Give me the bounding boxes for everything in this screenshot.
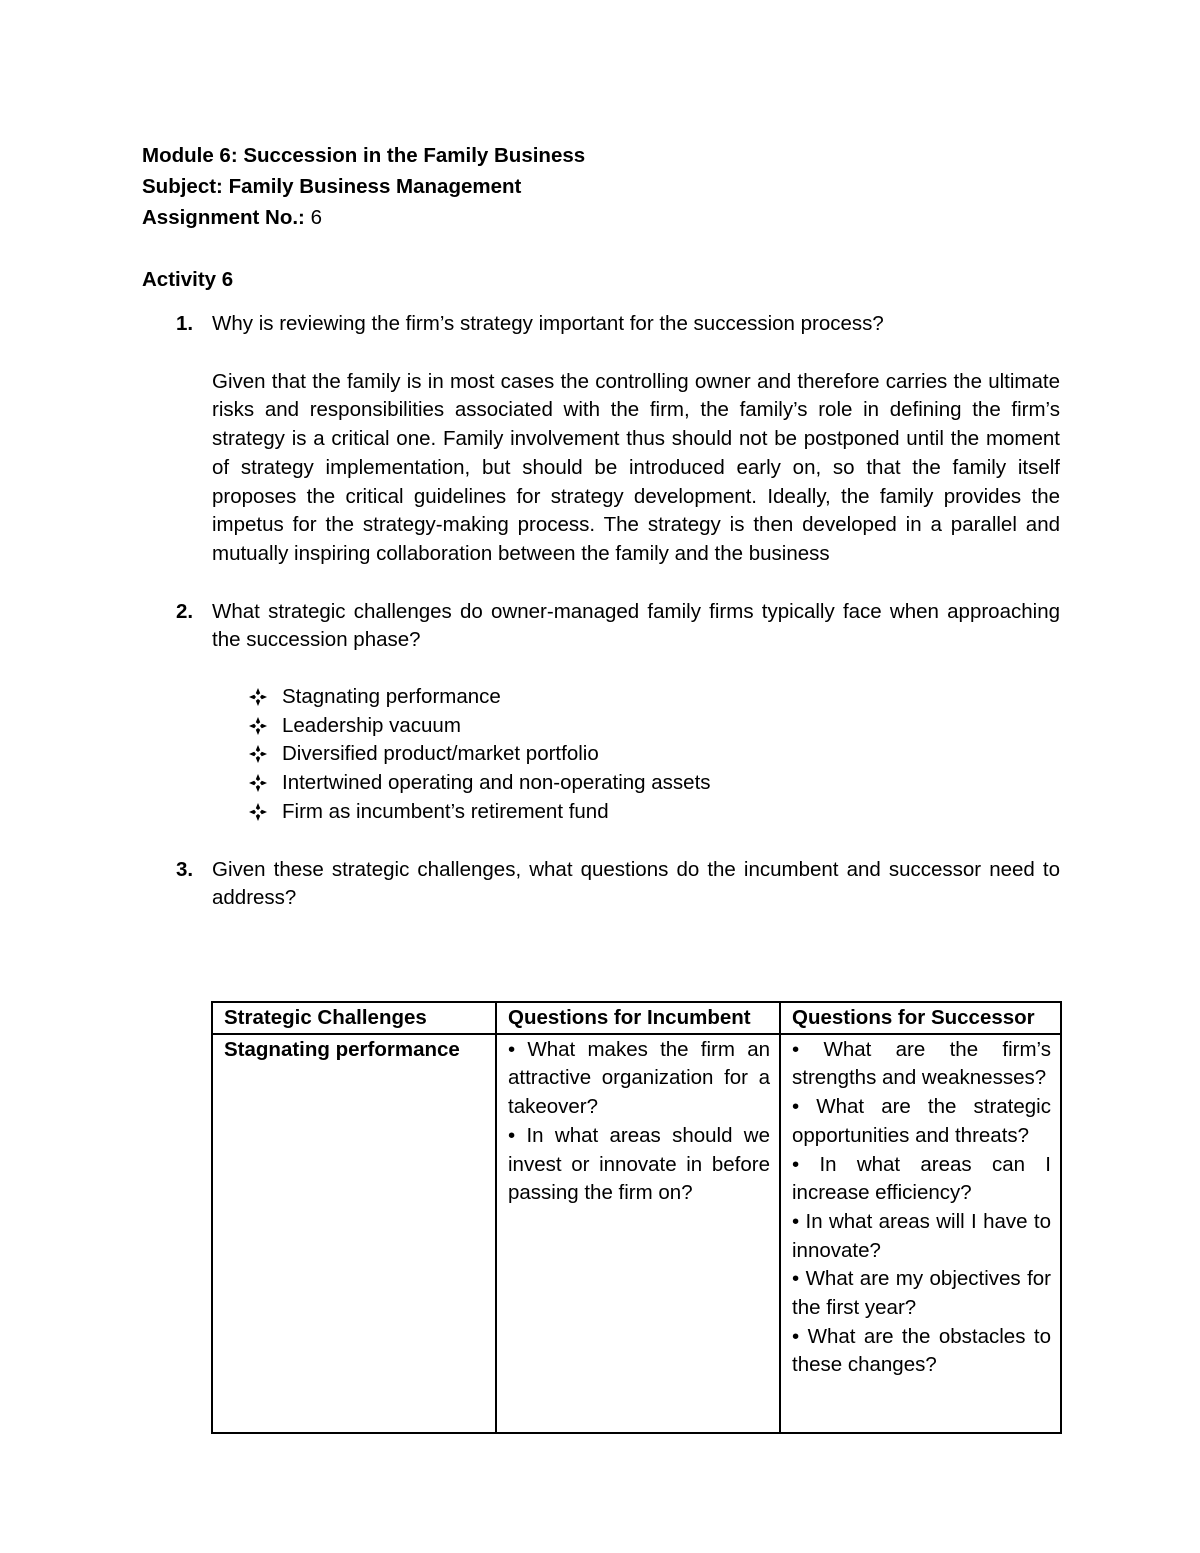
question-1 xyxy=(142,310,1060,339)
successor-question: • What are the obstacles to these changes? xyxy=(792,1324,1051,1377)
incumbent-question: • What makes the firm an attractive organization for a takeover? xyxy=(508,1037,770,1119)
question-2 xyxy=(142,598,1060,655)
successor-question: • What are the firm’s strengths and weaknesses? xyxy=(792,1037,1051,1090)
list-item-text: Intertwined operating and non-operating assets xyxy=(282,771,711,795)
incumbent-question: • In what areas should we invest or innovate in before passing the firm on? xyxy=(508,1123,770,1205)
question-2-number: 2. xyxy=(176,599,194,623)
four-diamond-bullet-icon xyxy=(246,683,270,711)
module-title: Module 6: Succession in the Family Business xyxy=(142,144,586,167)
four-diamond-bullet-icon xyxy=(246,712,270,740)
successor-questions-cell xyxy=(780,1034,1061,1433)
question-3-number: 3. xyxy=(176,857,194,881)
assignment-value: 6 xyxy=(310,206,322,229)
successor-question: • What are my objectives for the first year? xyxy=(792,1267,1051,1320)
four-diamond-bullet-icon xyxy=(246,740,270,768)
question-3 xyxy=(142,856,1060,913)
assignment-label: Assignment No.: xyxy=(142,206,305,229)
table-row xyxy=(212,1034,1061,1433)
table-header-row xyxy=(212,1002,1061,1034)
question-2-text: What strategic challenges do owner-managed family firms typically face when approaching the succession phase? xyxy=(212,599,1060,652)
successor-question: • In what areas will I have to innovate? xyxy=(792,1209,1051,1262)
list-item xyxy=(246,798,1060,827)
four-diamond-bullet-icon xyxy=(246,769,270,797)
document-page xyxy=(142,140,1060,913)
challenges-list xyxy=(142,683,1060,827)
activity-title: Activity 6 xyxy=(142,268,234,291)
challenges-table xyxy=(211,1001,1062,1434)
incumbent-questions-cell xyxy=(496,1034,780,1433)
list-item xyxy=(246,740,1060,769)
list-item-text: Diversified product/market portfolio xyxy=(282,742,599,766)
question-1-number: 1. xyxy=(176,312,194,335)
question-3-text: Given these strategic challenges, what questions do the incumbent and successor need to address? xyxy=(212,857,1060,910)
column-header-incumbent: Questions for Incumbent xyxy=(496,1002,780,1034)
four-diamond-bullet-icon xyxy=(246,798,270,826)
list-item xyxy=(246,712,1060,741)
successor-question: • What are the strategic opportunities and threats? xyxy=(792,1095,1051,1147)
successor-question: • In what areas can I increase efficiency? xyxy=(792,1152,1051,1205)
list-item xyxy=(246,683,1060,712)
assignment-line xyxy=(142,202,1060,233)
column-header-successor: Questions for Successor xyxy=(780,1002,1061,1034)
list-item-text: Leadership vacuum xyxy=(282,713,461,737)
list-item xyxy=(246,769,1060,798)
answer-1: Given that the family is in most cases the controlling owner and therefore carries the ultimate risks and responsibilities associated with the firm, the family’s role in defining the firm’s strategy is a critical one. Family involvement thus should not be postponed until the moment of strategy implementation, but should be introduced early on, so that the family itself proposes the critical guidelines for strategy development. Ideally, the family provides the impetus for the strategy-making process. The strategy is then developed in a parallel and mutually inspiring collaboration between the family and the business xyxy=(212,369,1060,565)
list-item-text: Stagnating performance xyxy=(282,685,501,709)
question-1-text: Why is reviewing the firm’s strategy important for the succession process? xyxy=(212,312,884,335)
column-header-challenges: Strategic Challenges xyxy=(212,1002,496,1034)
subject-line: Subject: Family Business Management xyxy=(142,175,522,198)
challenge-cell: Stagnating performance xyxy=(212,1034,496,1433)
list-item-text: Firm as incumbent’s retirement fund xyxy=(282,799,609,823)
